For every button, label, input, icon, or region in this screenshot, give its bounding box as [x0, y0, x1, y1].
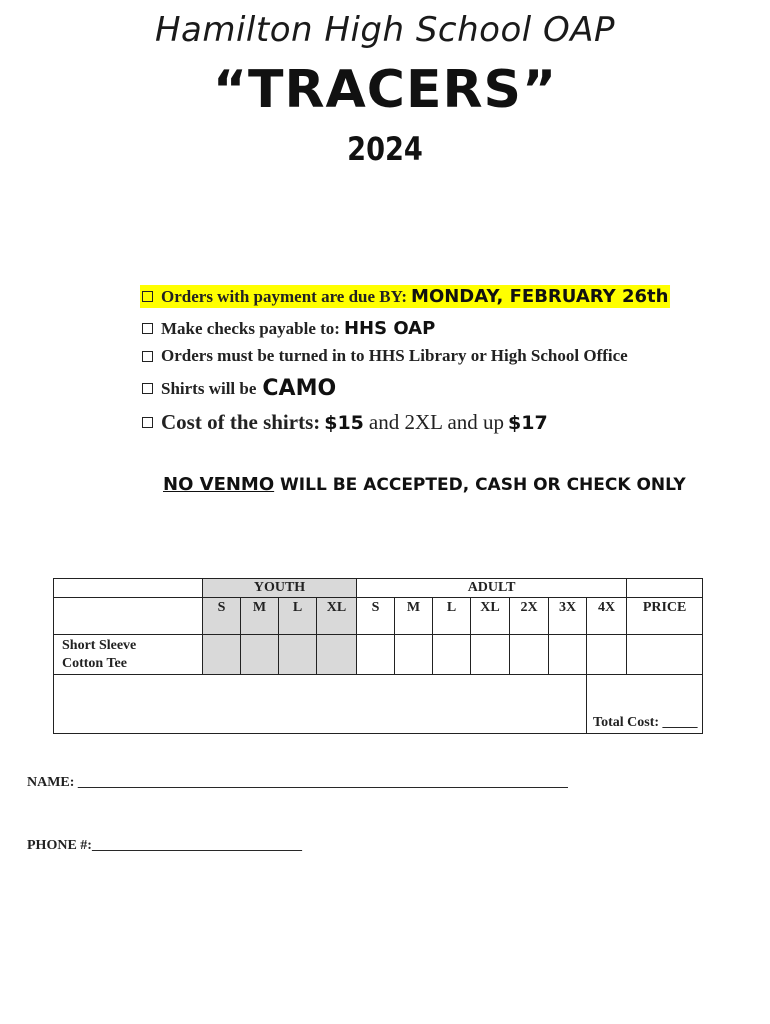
due-date: MONDAY, FEBRUARY 26th: [411, 286, 669, 307]
notice-text: WILL BE ACCEPTED, CASH OR CHECK ONLY: [274, 475, 686, 495]
adult-size-s: S: [357, 598, 395, 635]
bullet-turn-in: [142, 346, 628, 366]
bullet-due-date: [142, 285, 670, 308]
school-title: Hamilton High School OAP: [154, 10, 616, 50]
qty-youth-xl[interactable]: [317, 635, 357, 675]
qty-adult-xl[interactable]: [471, 635, 510, 675]
item-line2: Cotton Tee: [62, 656, 127, 671]
price-large: $17: [508, 411, 548, 434]
adult-size-l: L: [433, 598, 471, 635]
adult-size-m: M: [395, 598, 433, 635]
phone-field[interactable]: PHONE #:______________________________: [27, 838, 302, 853]
price-header: PRICE: [627, 598, 703, 635]
bullet-text: Orders must be turned in to HHS Library or High School Office: [161, 346, 628, 365]
year-label: 2024: [347, 130, 423, 168]
price-note: and 2XL and up: [368, 410, 505, 434]
youth-size-s: S: [203, 598, 241, 635]
checkbox[interactable]: [142, 351, 153, 362]
payment-notice: [163, 474, 686, 495]
price-cell[interactable]: [627, 635, 703, 675]
shirt-color: CAMO: [262, 376, 337, 401]
adult-size-3x: 3X: [549, 598, 587, 635]
qty-adult-3x[interactable]: [549, 635, 587, 675]
qty-adult-4x[interactable]: [587, 635, 627, 675]
youth-size-m: M: [241, 598, 279, 635]
qty-youth-l[interactable]: [279, 635, 317, 675]
highlighted-line: [140, 285, 670, 308]
total-cost-field[interactable]: Total Cost: _____: [587, 675, 703, 734]
bullet-text: Shirts will be: [161, 378, 257, 398]
qty-adult-m[interactable]: [395, 635, 433, 675]
youth-size-l: L: [279, 598, 317, 635]
qty-youth-m[interactable]: [241, 635, 279, 675]
payee: HHS OAP: [343, 318, 436, 339]
bullet-text: Orders with payment are due BY:: [161, 287, 408, 306]
bullet-text: Make checks payable to:: [161, 318, 340, 338]
name-field[interactable]: NAME: ______________________________________________________________________: [27, 775, 568, 790]
blank-cell: [54, 598, 203, 635]
blank-cell: [627, 579, 703, 598]
qty-adult-l[interactable]: [433, 635, 471, 675]
qty-youth-s[interactable]: [203, 635, 241, 675]
blank-cell: [54, 579, 203, 598]
qty-adult-s[interactable]: [357, 635, 395, 675]
qty-adult-2x[interactable]: [510, 635, 549, 675]
adult-size-2x: 2X: [510, 598, 549, 635]
no-venmo: NO VENMO: [163, 474, 275, 495]
blank-cell: [54, 675, 587, 734]
checkbox[interactable]: [142, 417, 153, 428]
youth-header: YOUTH: [203, 579, 357, 598]
adult-size-4x: 4X: [587, 598, 627, 635]
checkbox[interactable]: [142, 383, 153, 394]
bullet-text: Cost of the shirts:: [161, 410, 321, 434]
production-title: “TRACERS”: [212, 60, 558, 120]
item-label: [54, 635, 203, 675]
bullet-cost: [142, 410, 553, 435]
item-line1: Short Sleeve: [62, 638, 137, 653]
bullet-payable: [142, 318, 435, 339]
bullet-shirt-color: [142, 376, 336, 401]
checkbox[interactable]: [142, 291, 153, 302]
adult-size-xl: XL: [471, 598, 510, 635]
checkbox[interactable]: [142, 323, 153, 334]
price-standard: $15: [324, 411, 364, 434]
order-table: [53, 578, 703, 734]
adult-header: ADULT: [357, 579, 627, 598]
youth-size-xl: XL: [317, 598, 357, 635]
